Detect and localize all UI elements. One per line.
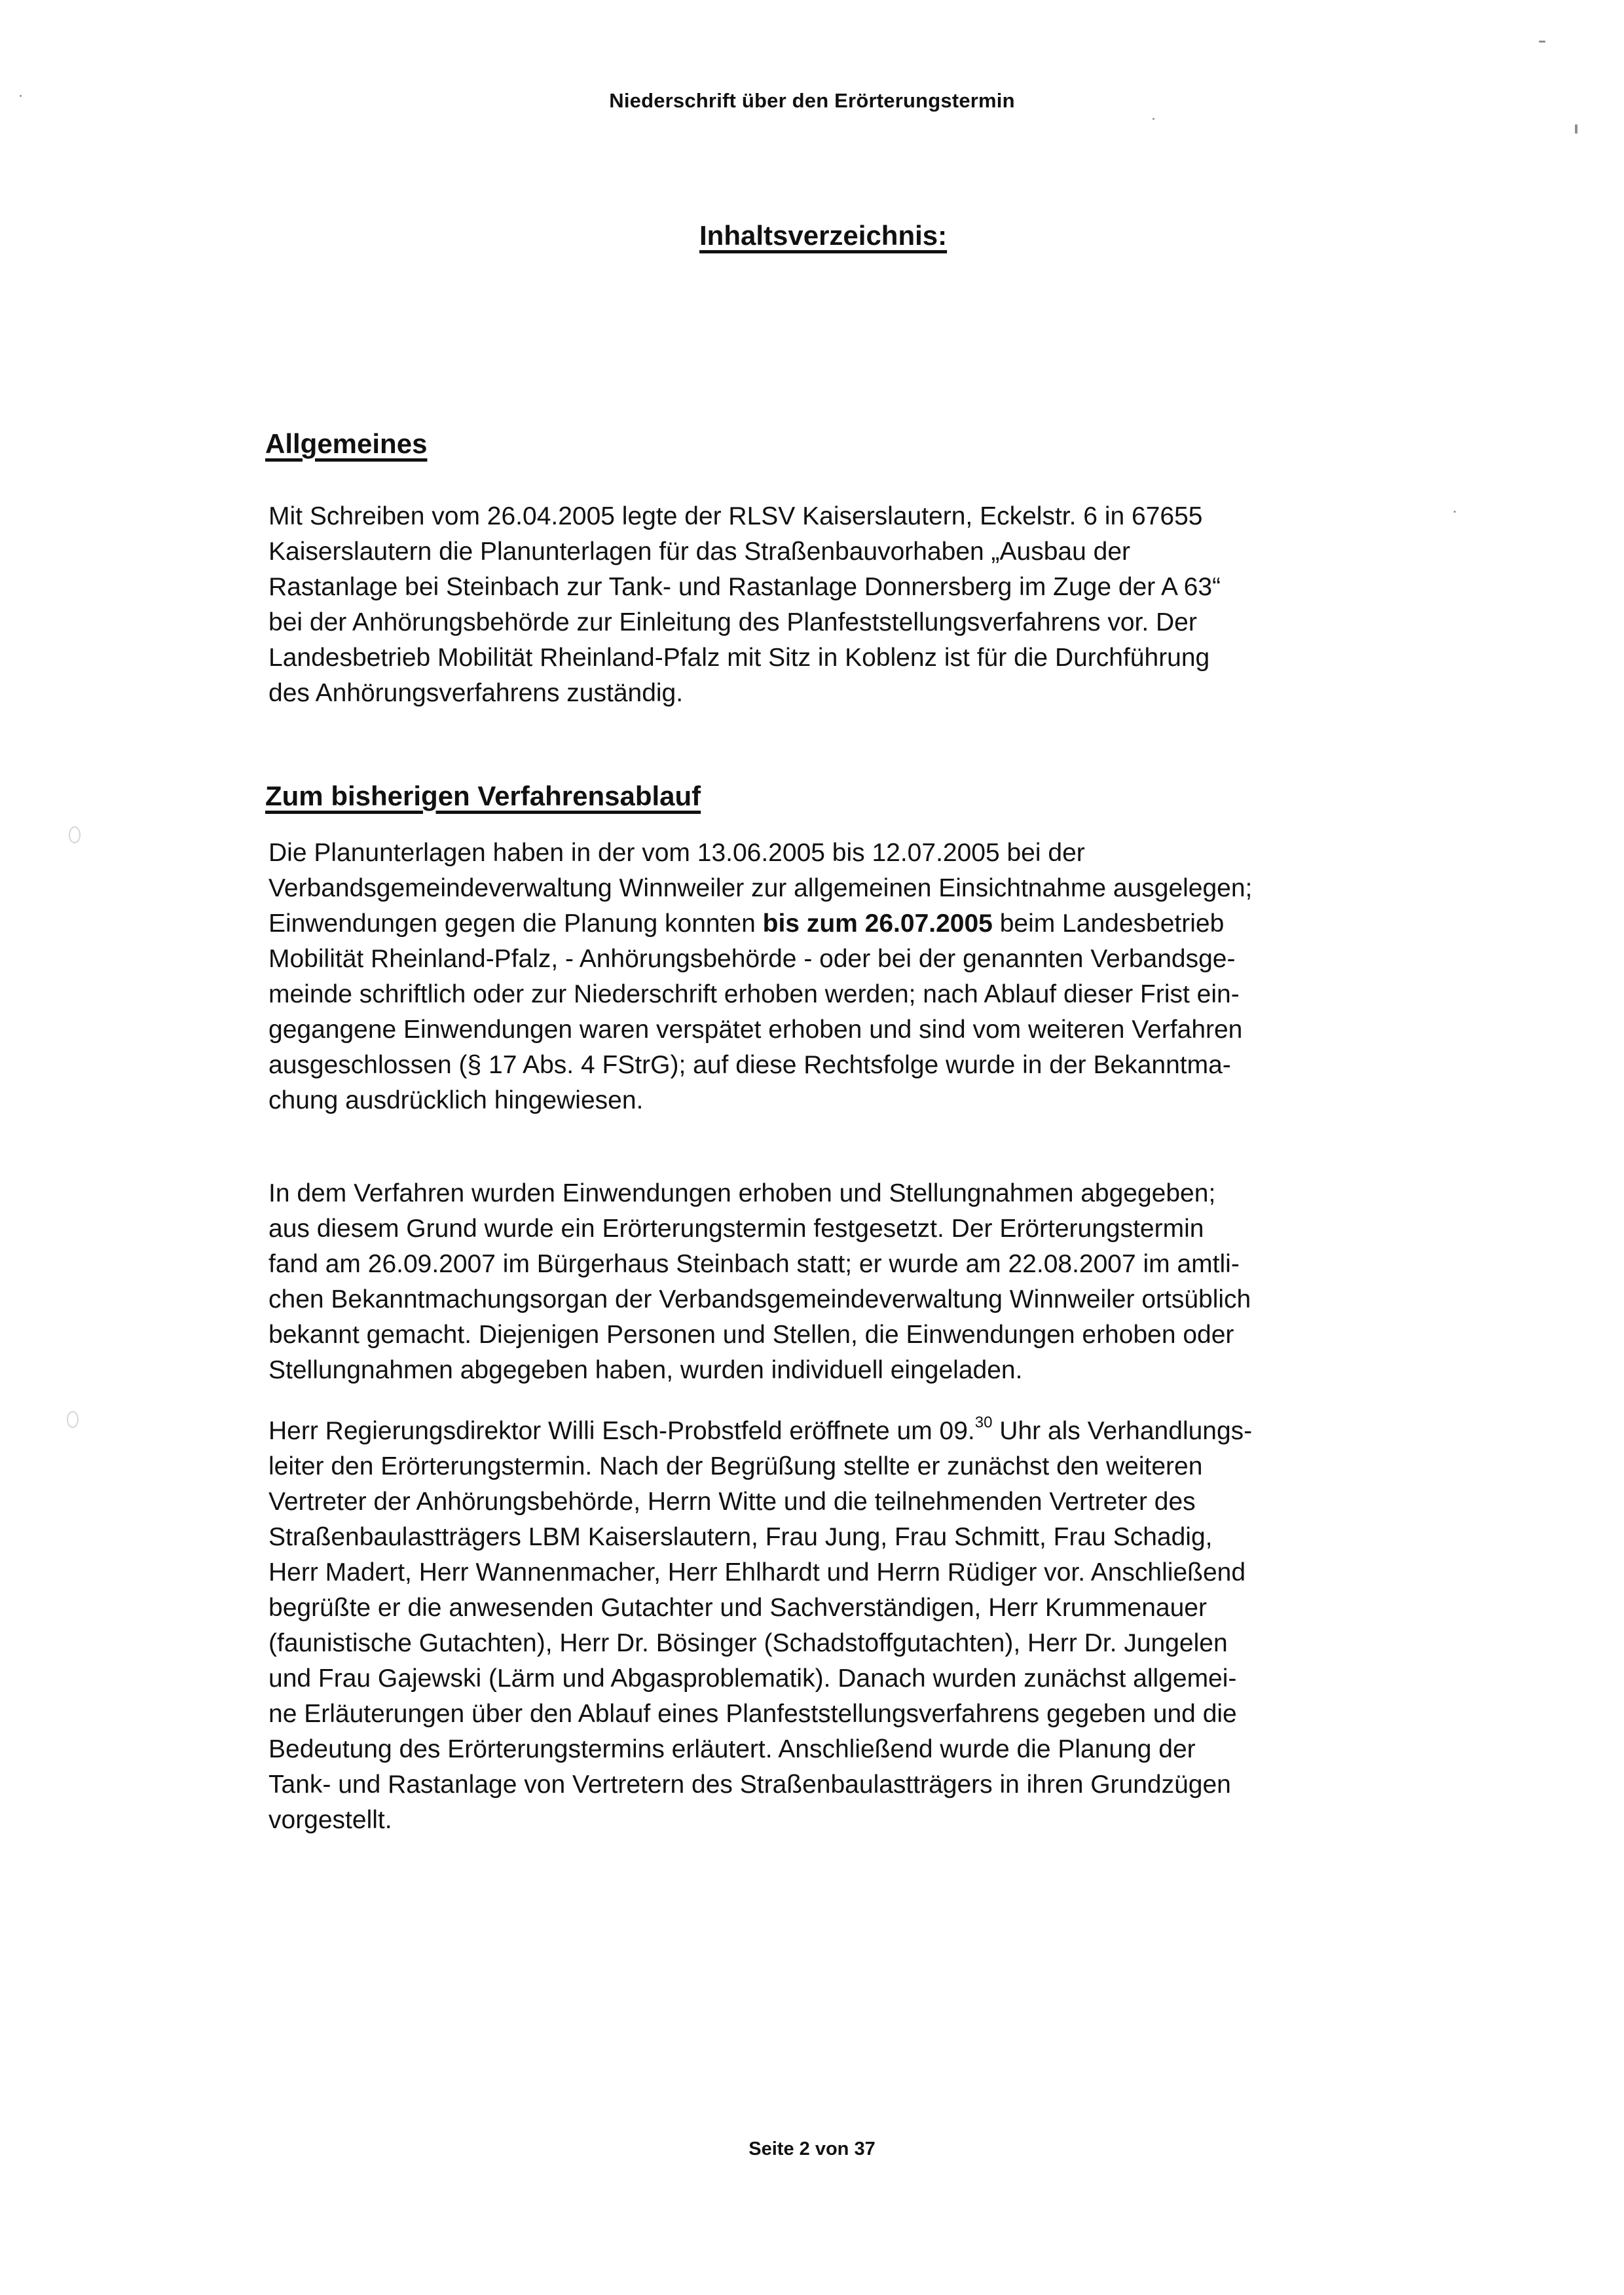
text-line: Tank- und Rastanlage von Vertretern des Straßenbaulastträgers in ihren Grundzügen <box>268 1771 1231 1799</box>
text-line: und Frau Gajewski (Lärm und Abgasproblematik). Danach wurden zunächst allgemei- <box>268 1664 1237 1693</box>
section-heading-allgemeines: Allgemeines <box>265 428 428 459</box>
time-superscript: 30 <box>974 1414 993 1431</box>
text-run: Herr Regierungsdirektor Willi Esch-Probstfeld eröffnete um 09. <box>268 1417 975 1445</box>
scan-speck <box>1153 118 1154 120</box>
paragraph-auslegung <box>268 835 1486 1118</box>
text-line: Landesbetrieb Mobilität Rheinland-Pfalz mit Sitz in Koblenz ist für die Durchführung <box>268 644 1210 672</box>
scan-speck <box>1575 124 1578 134</box>
scan-speck <box>1539 41 1545 43</box>
text-line: Die Planunterlagen haben in der vom 13.06.2005 bis 12.07.2005 bei der <box>268 839 1085 867</box>
text-line: Kaiserslautern die Planunterlagen für das Straßenbauvorhaben „Ausbau der <box>268 538 1131 566</box>
text-run: Uhr als Verhandlungs- <box>992 1417 1253 1445</box>
text-line: Verbandsgemeindeverwaltung Winnweiler zur allgemeinen Einsichtnahme ausgelegen; <box>268 874 1253 902</box>
text-line: leiter den Erörterungstermin. Nach der Begrüßung stellte er zunächst den weiteren <box>268 1452 1203 1480</box>
text-line <box>268 906 1486 942</box>
text-line <box>268 1414 1486 1449</box>
scan-speck <box>1454 511 1456 513</box>
text-line: bekannt gemacht. Diejenigen Personen und Stellen, die Einwendungen erhoben oder <box>268 1321 1234 1349</box>
text-line: In dem Verfahren wurden Einwendungen erhoben und Stellungnahmen abgegeben; <box>268 1179 1216 1207</box>
text-line: chung ausdrücklich hingewiesen. <box>268 1086 644 1114</box>
text-line: Straßenbaulastträgers LBM Kaiserslautern, Frau Jung, Frau Schmitt, Frau Schadig, <box>268 1523 1213 1551</box>
paragraph-eroeffnung <box>268 1414 1486 1838</box>
scan-speck <box>20 95 22 97</box>
text-line: Herr Madert, Herr Wannenmacher, Herr Ehlhardt und Herrn Rüdiger vor. Anschließend <box>268 1558 1246 1587</box>
text-line: gegangene Einwendungen waren verspätet erhoben und sind vom weiteren Verfahren <box>268 1016 1243 1044</box>
page-number-footer: Seite 2 von 37 <box>748 2139 876 2159</box>
hole-punch-mark <box>69 826 81 843</box>
text-line: Bedeutung des Erörterungstermins erläutert. Anschließend wurde die Planung der <box>268 1735 1196 1763</box>
text-line: bei der Anhörungsbehörde zur Einleitung des Planfeststellungsverfahrens vor. Der <box>268 608 1197 636</box>
text-line: meinde schriftlich oder zur Niederschrift erhoben werden; nach Ablauf dieser Frist ein- <box>268 980 1240 1008</box>
text-line: Mobilität Rheinland-Pfalz, - Anhörungsbehörde - oder bei der genannten Verbandsge- <box>268 945 1236 973</box>
bold-deadline: bis zum 26.07.2005 <box>762 909 993 938</box>
paragraph-eroerterungstermin <box>268 1176 1486 1388</box>
text-line: chen Bekanntmachungsorgan der Verbandsgemeindeverwaltung Winnweiler ortsüblich <box>268 1285 1251 1313</box>
text-line: Rastanlage bei Steinbach zur Tank- und Rastanlage Donnersberg im Zuge der A 63“ <box>268 573 1221 601</box>
text-run: beim Landesbetrieb <box>992 909 1225 938</box>
text-line: ne Erläuterungen über den Ablauf eines Planfeststellungsverfahrens gegeben und die <box>268 1700 1237 1728</box>
section-heading-verfahrensablauf: Zum bisherigen Verfahrensablauf <box>265 780 701 811</box>
hole-punch-mark <box>67 1411 79 1428</box>
running-header: Niederschrift über den Erörterungstermin <box>609 89 1015 112</box>
text-line: fand am 26.09.2007 im Bürgerhaus Steinbach statt; er wurde am 22.08.2007 im amtli- <box>268 1250 1240 1278</box>
text-line: Stellungnahmen abgegeben haben, wurden individuell eingeladen. <box>268 1356 1023 1384</box>
text-run: Einwendungen gegen die Planung konnten <box>268 909 763 938</box>
text-line: (faunistische Gutachten), Herr Dr. Bösinger (Schadstoffgutachten), Herr Dr. Jungelen <box>268 1629 1228 1657</box>
text-line: Vertreter der Anhörungsbehörde, Herrn Witte und die teilnehmenden Vertreter des <box>268 1488 1196 1516</box>
text-line: aus diesem Grund wurde ein Erörterungstermin festgesetzt. Der Erörterungstermin <box>268 1215 1204 1243</box>
text-line: vorgestellt. <box>268 1806 392 1834</box>
text-line: begrüßte er die anwesenden Gutachter und Sachverständigen, Herr Krummenauer <box>268 1594 1207 1622</box>
paragraph-allgemeines <box>268 499 1486 711</box>
toc-title: Inhaltsverzeichnis: <box>699 220 948 251</box>
text-line: Mit Schreiben vom 26.04.2005 legte der RLSV Kaiserslautern, Eckelstr. 6 in 67655 <box>268 502 1203 530</box>
text-line: des Anhörungsverfahrens zuständig. <box>268 679 684 707</box>
text-line: ausgeschlossen (§ 17 Abs. 4 FStrG); auf diese Rechtsfolge wurde in der Bekanntma- <box>268 1051 1231 1079</box>
